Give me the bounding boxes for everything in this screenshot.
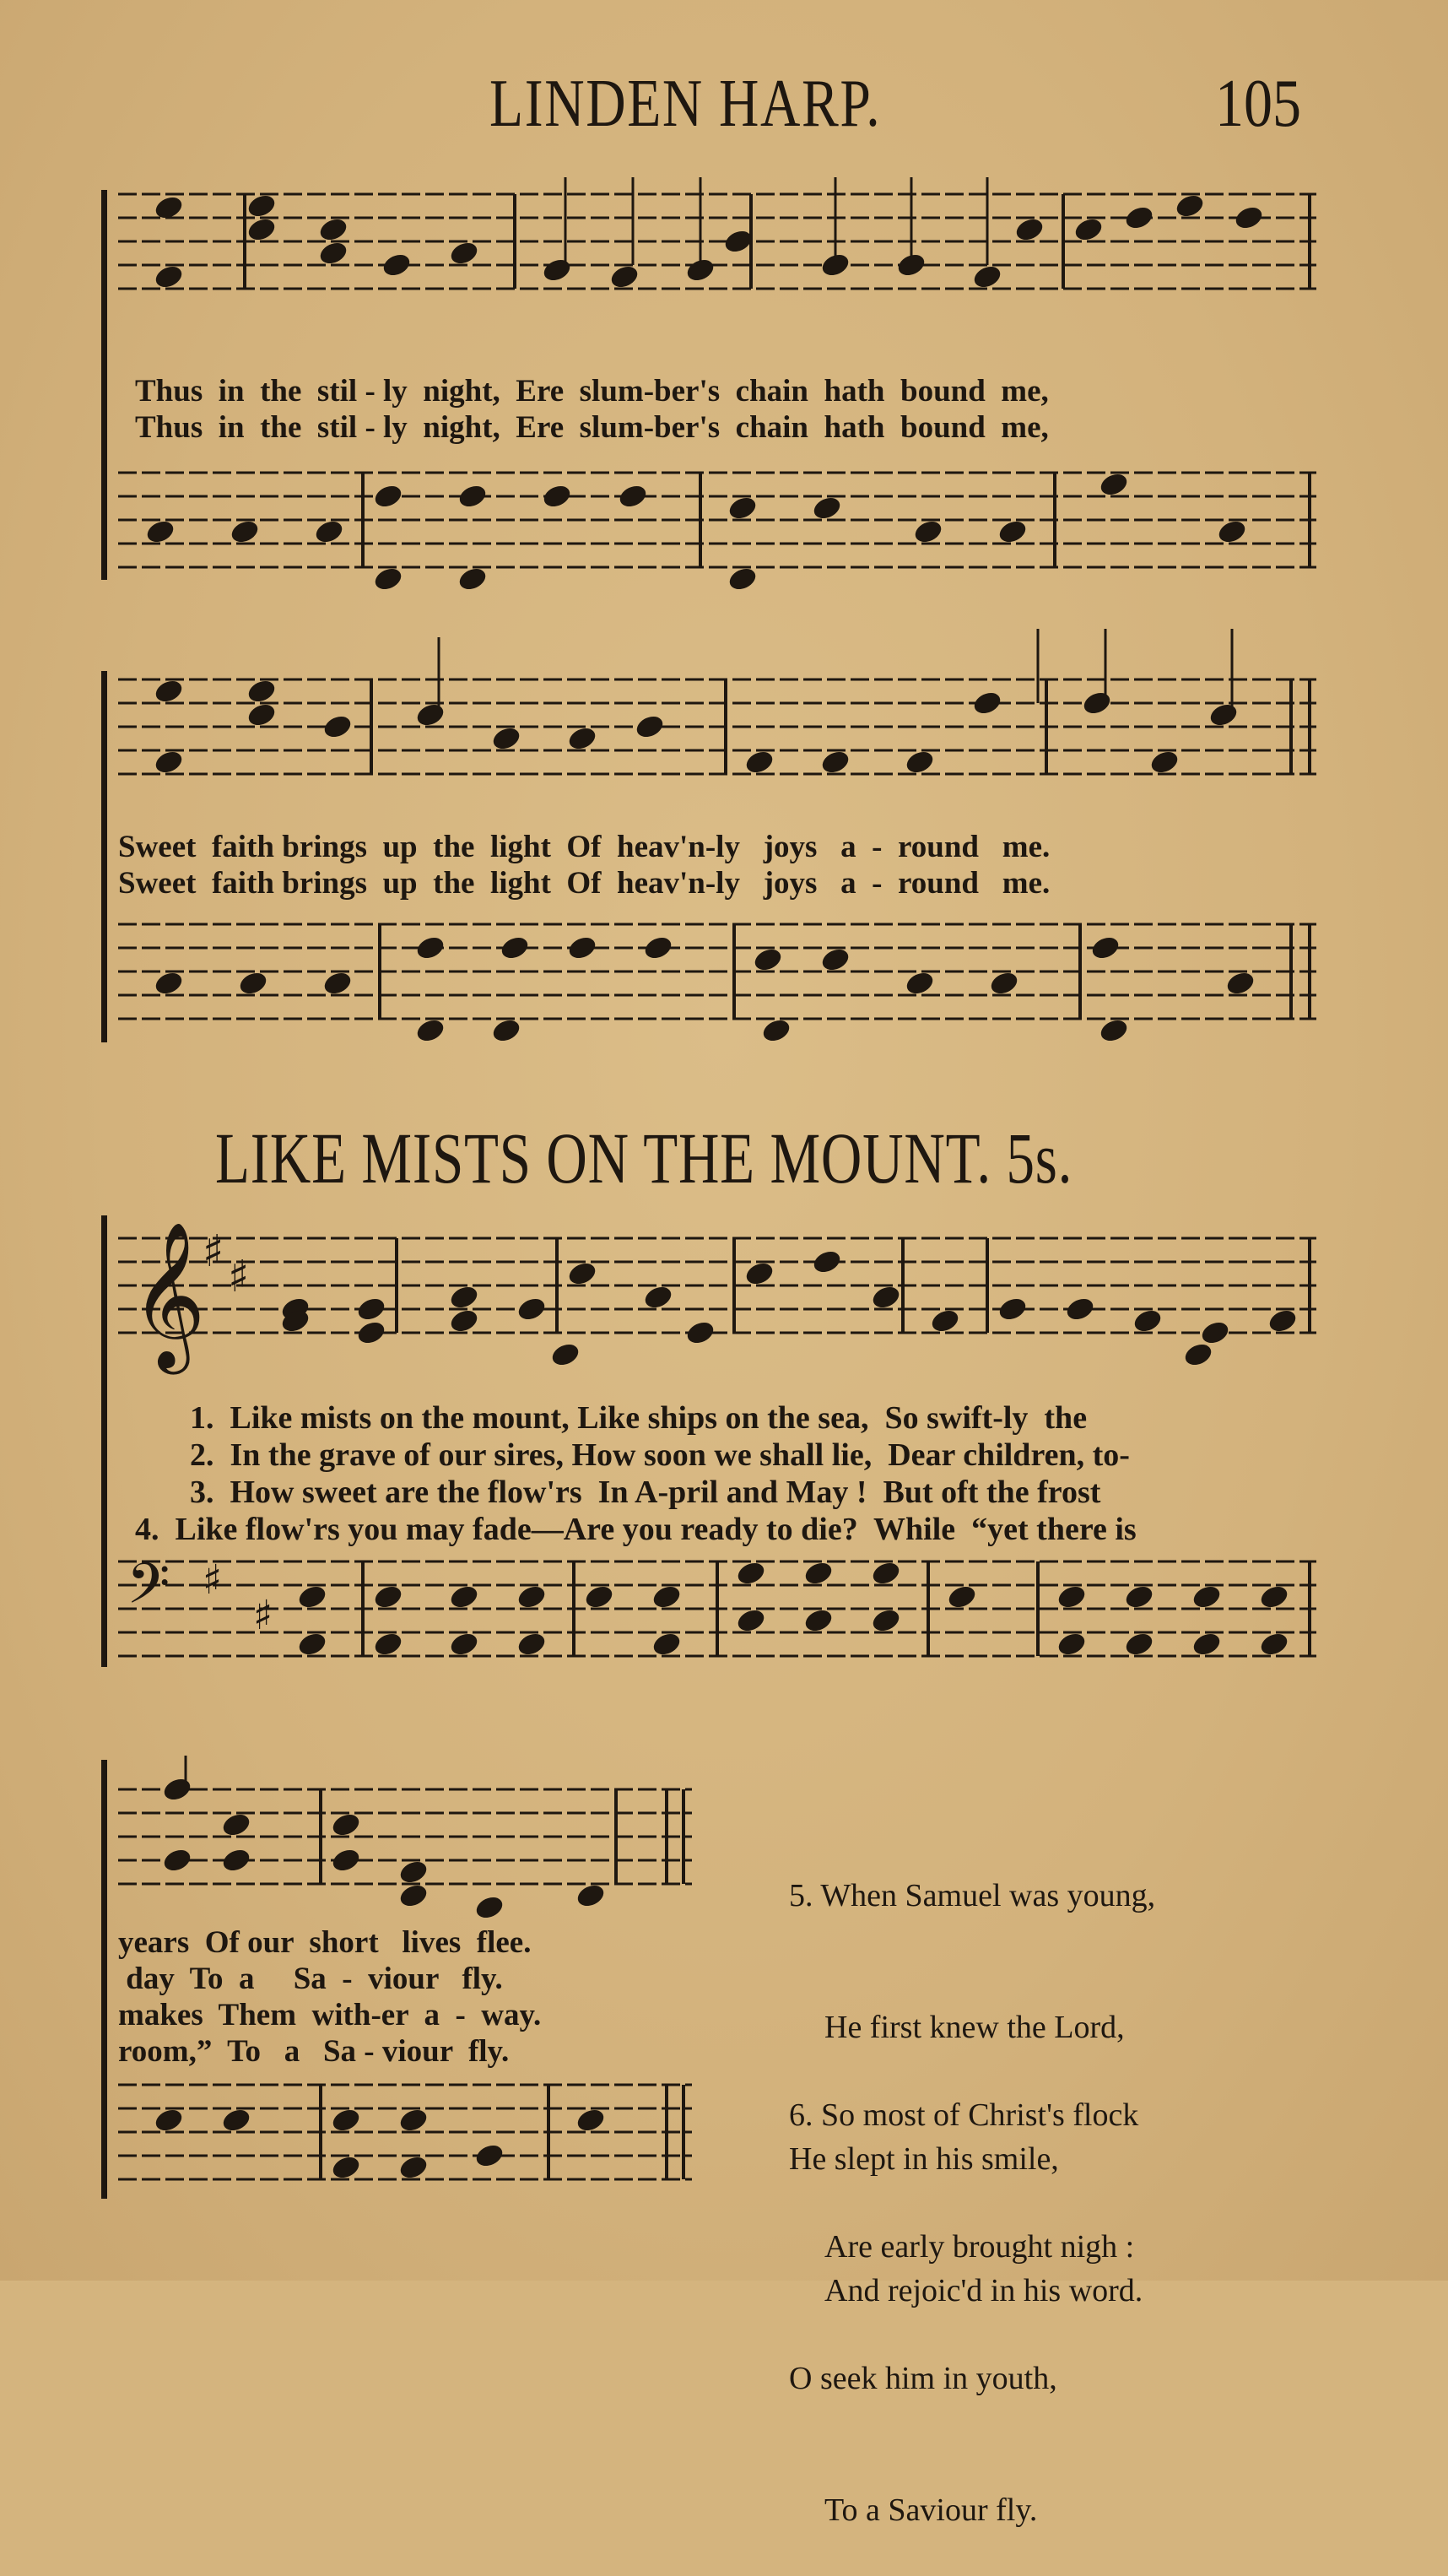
svg-text:𝄞: 𝄞 — [131, 1221, 206, 1368]
verse-line: 1. Like mists on the mount, Like ships on the sea, So swift-ly the — [190, 1400, 1088, 1436]
verse-line: O seek him in youth, — [789, 2361, 1057, 2396]
verse-line: To a Saviour fly. — [824, 2492, 1038, 2528]
verse-line: Are early brought nigh : — [824, 2229, 1135, 2265]
verse-line: 5. When Samuel was young, — [789, 1878, 1156, 1913]
lyric-line: Sweet faith brings up the light Of heav'n-ly joys a - round me. — [118, 830, 1051, 864]
lyric-line: Thus in the stil - ly night, Ere slum-ber's chain hath bound me, — [135, 374, 1049, 409]
continuation-line: years Of our short lives flee. — [118, 1925, 532, 1960]
page-number: 105 — [1215, 67, 1301, 141]
verse-line: 4. Like flow'rs you may fade—Are you ready to die? While “yet there is — [135, 1512, 1137, 1547]
continuation-line: room,” To a Sa - viour fly. — [118, 2034, 510, 2069]
verse-line: He first knew the Lord, — [824, 2010, 1125, 2045]
svg-text:♯: ♯ — [203, 1226, 224, 1277]
verse-line: 2. In the grave of our sires, How soon we shall lie, Dear children, to- — [190, 1437, 1130, 1473]
music-staff — [110, 1545, 1325, 1688]
verse-line: And rejoic'd in his word. — [824, 2273, 1143, 2308]
svg-text:♯: ♯ — [203, 1556, 223, 1604]
system-bar — [101, 1215, 107, 1667]
music-staff — [110, 907, 1325, 1051]
system-bar — [101, 1760, 107, 2199]
music-staff — [110, 447, 1325, 591]
continuation-line: day To a Sa - viour fly. — [118, 1962, 503, 1996]
continuation-line: makes Them with-er a - way. — [118, 1998, 542, 2032]
music-staff — [110, 1739, 700, 1933]
svg-text:♯: ♯ — [228, 1252, 250, 1302]
svg-text:𝄢: 𝄢 — [127, 1551, 170, 1630]
system-bar — [101, 190, 107, 580]
music-staff — [110, 177, 1325, 371]
music-staff — [110, 2068, 700, 2211]
verse-line: 6. So most of Christ's flock — [789, 2097, 1139, 2133]
lyric-line: Sweet faith brings up the light Of heav'n-ly joys a - round me. — [118, 866, 1051, 901]
book-title: LINDEN HARP. — [489, 67, 882, 141]
verse-line: 3. How sweet are the flow'rs In A-pril and May ! But oft the frost — [190, 1475, 1101, 1510]
music-staff — [110, 1203, 1325, 1388]
song-title: LIKE MISTS ON THE MOUNT. 5s. — [215, 1118, 1073, 1199]
verse-line: He slept in his smile, — [789, 2141, 1059, 2177]
music-staff — [110, 629, 1325, 823]
svg-text:♯: ♯ — [253, 1592, 273, 1639]
extra-verse — [789, 2005, 1138, 2576]
lyric-line: Thus in the stil - ly night, Ere slum-ber's chain hath bound me, — [135, 410, 1049, 445]
system-bar — [101, 671, 107, 1042]
